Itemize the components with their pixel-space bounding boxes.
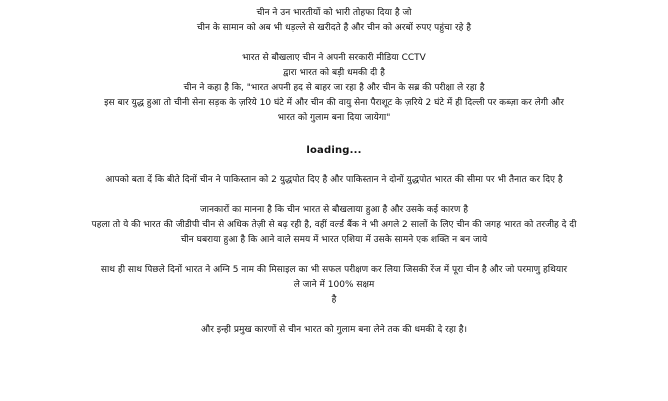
threat-line-4: इस बार युद्ध हुआ तो चीनी सेना सड़क के ज़रिये 10 घंटे में और चीन की वायु सेना पैराशूट के ज़रिये 2 घंटे में ही दिल्ली पर कब्ज़ा कर लेगी और xyxy=(104,98,564,108)
spacer xyxy=(4,248,664,263)
intro-line-2: चीन के सामान को अब भी धड़ल्ले से खरीदते है और चीन को अरबों रुपए पहुंचा रहे है xyxy=(196,23,472,33)
missile-line-1: साथ ही साथ पिछले दिनों भारत ने अग्नि 5 नाम की मिसाइल का भी सफल परीक्षण कर लिया जिसकी रेंज में पूरा चीन है और जो परमाणु हथियार xyxy=(100,265,568,275)
spacer xyxy=(4,308,664,323)
conclusion-line: और इन्ही प्रमुख कारणों से चीन भारत को गुलाम बना लेने तक की धमकी दे रहा है। xyxy=(201,325,467,335)
missile-line-3: है xyxy=(331,295,337,305)
spacer xyxy=(4,36,664,51)
warships-line: आपको बता दें कि बीते दिनों चीन ने पाकिस्तान को 2 युद्धपोत दिए है और पाकिस्तान ने दोनों युद्धपोत भारत की सीमा पर भी तैनात कर दिए है xyxy=(105,175,563,185)
experts-line-1: जानकारों का मानना है कि चीन भारत से बौखलाया हुआ है और उसके कई कारण है xyxy=(200,205,468,215)
spacer xyxy=(4,188,664,203)
spacer xyxy=(4,158,664,173)
loading-indicator: loading... xyxy=(306,145,362,156)
missile-line-2: ले जाने में 100% सक्षम xyxy=(293,280,375,290)
experts-line-3: चीन घबराया हुआ है कि आने वाले समय में भारत एशिया में उसके सामने एक शक्ति न बन जाये xyxy=(180,235,488,245)
threat-line-5: भारत को गुलाम बना दिया जायेगा" xyxy=(277,113,391,123)
threat-line-1: भारत से बौखलाए चीन ने अपनी सरकारी मीडिया CCTV xyxy=(242,53,426,63)
intro-line-1: चीन ने उन भारतीयों को भारी तोहफा दिया है जो xyxy=(256,8,412,18)
spacer xyxy=(4,126,664,139)
threat-line-3: चीन ने कहा है कि, "भारत अपनी हद से बाहर जा रहा है और चीन के सब्र की परीक्षा ले रहा है xyxy=(183,83,485,93)
threat-line-2: द्वारा भारत को बड़ी धमकी दी है xyxy=(283,68,385,78)
experts-line-2: पहला तो ये की भारत की जीडीपी चीन से अधिक तेज़ी से बढ़ रही है, वहीं वर्ल्ड बैंक ने भी अगले 2 सालों के लिए चीन की जगह भारत को तरजीह दे दी xyxy=(91,220,577,230)
